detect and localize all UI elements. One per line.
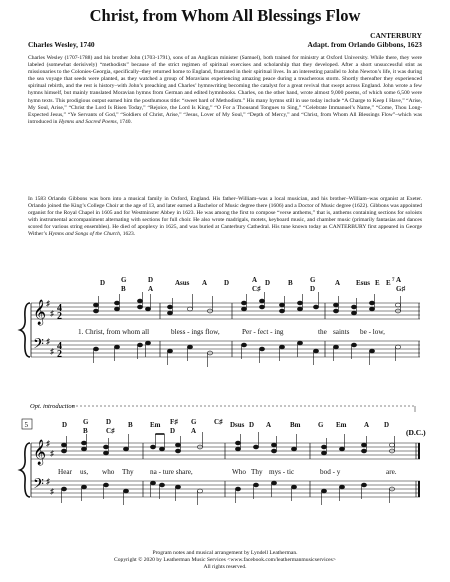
chord-symbol: C♯ <box>214 418 223 426</box>
chord-symbol: D <box>106 418 112 426</box>
brace <box>20 303 30 357</box>
author-credit: Charles Wesley, 1740 <box>28 40 95 49</box>
lyric: Hear <box>58 468 72 476</box>
chord-symbol: Esus <box>356 279 371 287</box>
svg-text:4: 4 <box>57 341 62 352</box>
copyright-line: Copyright © 2020 by Leatherman Music Services <www.facebook.com/leathermanmusicservices> <box>114 557 336 563</box>
chord-symbol: C♯ <box>252 285 261 293</box>
svg-text:♯: ♯ <box>46 477 50 486</box>
chord-symbol: Dsus <box>230 421 245 429</box>
chord-symbol: E <box>386 279 391 287</box>
lyric: us, <box>80 468 89 476</box>
chord-symbol: G <box>310 276 316 284</box>
chord-symbol: D <box>148 276 154 284</box>
notes-text: Charles Wesley (1707-1788) and his brother John (1703-1791), sons of an Anglican minister (Samuel), both trained for ministry at Oxford University. While there, they were labeled (somewhat derisively) “methodists” because of the strict regimen of spiritual exercises and scholarship that they developed. After a short unsuccessful stint as missionaries to the Colonies-Georgia, specifically–they returned home to England, frustrated in their spiritual lives. In an interesting parallel to John Newton’s life, it was during the sea voyage that seeds were planted, as they watched a group of Moravians experiencing amazing peace during a treacherous storm. Shortly thereafter they experienced spiritual rebirth, and the rest is history–with John’s preaching and Charles’ hymnwriting becoming the catalyst for a great revival that swept across England. John wrote a few hymns himself, but mainly translated Moravian hymns from German and edited hymnbooks. Charles, on the other hand, wrote almost 9,000 poems, of which some 6,500 were hymn texts. This prodigious output earned him the posthumous title: “sweet bard of Methodism.” His many hymns still in use today include “A Charge to Keep I Have,” “Arise, My Soul, Arise,” “Christ the Lord Is Risen Today,” “Rejoice, the Lord Is King,” “O For a Thousand Tongues to Sing,” “Celebrate Immanuel’s Name,” “Come, Thou Long-Expected Jesus,” “Ye Servants of God,” “Soldiers of Christ, Arise,” “Jesus, Lover of My Soul,” “Depth of Mercy,” and “Christ, from Whom All Blessings Flow”–which was introduced in <box>28 55 422 125</box>
svg-text:2: 2 <box>57 349 62 360</box>
book-title: Hymns and Songs of the Church <box>48 231 120 238</box>
svg-text:♯: ♯ <box>50 309 54 318</box>
chord-symbol: Em <box>150 421 161 429</box>
lyric: the <box>318 328 327 336</box>
chord-symbol: A <box>252 276 258 284</box>
chord-symbol: B <box>121 285 126 293</box>
chord-symbol: A <box>266 421 272 429</box>
time-signature <box>57 303 62 360</box>
notes-text-end: , 1623. <box>119 231 136 238</box>
chord-symbol: A <box>335 279 341 287</box>
chord-symbol: B <box>128 421 133 429</box>
rights-line: All rights reserved. <box>203 564 247 570</box>
lyric: Thy <box>122 468 134 476</box>
measure-number: 5 <box>24 421 28 429</box>
svg-text:♯: ♯ <box>50 449 54 458</box>
notes-text: In 1583 Orlando Gibbons was born into a musical family in Oxford, England. His father–William–was a local musician, and his brother–William–was organist at Exeter. Orlando joined the King’s College Choir at the age of 13, and later earned a Bachelor of Music degree there (1606) and a Doctor of Music degree (1622). Gibbons was appointed organist for the Royal Chapel in 1605 and for Westminster Abbey in 1623. He was among the first to compose “verse anthems,” that is, anthems containing sections for soloists with instrumental accompaniment alternating with sections for full choir. He also wrote madrigals, motets, keyboard music, and chamber music (primarily fantasias and dances scored for various string ensembles). He died of apoplexy in 1625, and was buried at Canterbury Cathedral. His tune known today as CANTERBURY first appeared in George Wither’s <box>28 196 423 238</box>
chord-symbol: A <box>396 276 402 284</box>
chord-symbol: G <box>318 421 324 429</box>
lyric: na - ture share, <box>150 468 193 476</box>
notes-text-end: , 1740. <box>116 118 132 125</box>
chord-symbol: C♯ <box>106 427 115 435</box>
lyric: bless - ings flow, <box>171 328 220 336</box>
lyrics-line-1 <box>78 328 385 336</box>
bass-clef-icon: 𝄢 <box>33 336 44 355</box>
credit-line: Program notes and musical arrangement by Lyndell Leatherman. <box>152 550 298 556</box>
chord-symbol: D <box>100 279 106 287</box>
lyric: who <box>102 468 115 476</box>
chord-symbol: B <box>83 427 88 435</box>
svg-text:♯: ♯ <box>46 439 50 448</box>
opt-intro-label: Opt. introduction <box>30 403 75 410</box>
lyric: Who <box>232 468 246 476</box>
chord-symbol: A <box>364 421 370 429</box>
chord-symbol: D <box>224 279 230 287</box>
key-signature <box>46 299 54 356</box>
chord-symbol: D <box>384 421 390 429</box>
chord-symbol: A <box>202 279 208 287</box>
chord-symbol: A <box>148 285 154 293</box>
treble-notes <box>93 292 400 315</box>
chord-symbol: 7 <box>392 278 395 283</box>
lyric: mys - tic <box>269 468 295 476</box>
treble-staff <box>31 303 420 319</box>
lyric: saints <box>333 328 350 336</box>
chord-symbol: F♯ <box>170 418 178 426</box>
chord-symbol: D <box>265 279 271 287</box>
chord-symbol: E <box>375 279 380 287</box>
svg-text:2: 2 <box>57 311 62 322</box>
adaptation-credit: Adapt. from Orlando Gibbons, 1623 <box>307 40 422 49</box>
lyric: be - low, <box>360 328 385 336</box>
lyric: are. <box>386 468 397 476</box>
chord-symbol: A <box>191 427 197 435</box>
key-signature <box>46 439 54 496</box>
book-title: Hymns and Sacred Poems <box>58 118 117 125</box>
chord-symbol: G♯ <box>396 285 405 293</box>
treble-clef-icon: 𝄞 <box>33 299 47 324</box>
tune-name: CANTERBURY <box>370 31 422 40</box>
bass-staff <box>31 341 420 357</box>
system-2 <box>20 403 426 505</box>
chord-symbol: G <box>83 418 89 426</box>
chord-symbols <box>62 418 389 435</box>
chord-symbol: G <box>121 276 127 284</box>
lyric: bod - y <box>320 468 341 476</box>
system-1 <box>20 276 420 367</box>
svg-text:♯: ♯ <box>50 487 54 496</box>
treble-notes <box>61 432 394 455</box>
lyric: Per - fect - ing <box>242 328 284 336</box>
dc-marking: (D.C.) <box>406 428 426 437</box>
chord-symbol: D <box>249 421 255 429</box>
copyright-footer <box>0 550 450 571</box>
chord-symbol: G <box>191 418 197 426</box>
lyric: 1. Christ, from whom all <box>78 328 150 336</box>
chord-symbol: Em <box>336 421 347 429</box>
svg-text:♯: ♯ <box>46 337 50 346</box>
treble-clef-icon: 𝄞 <box>33 439 47 464</box>
chord-symbol: D <box>310 285 316 293</box>
chord-symbol: B <box>288 279 293 287</box>
page-title: Christ, from Whom All Blessings Flow <box>89 6 361 25</box>
bass-clef-icon: 𝄢 <box>33 476 44 495</box>
chord-symbol: Bm <box>290 421 301 429</box>
svg-text:♯: ♯ <box>46 299 50 308</box>
lyric: Thy <box>251 468 263 476</box>
svg-text:4: 4 <box>57 303 62 314</box>
brace <box>20 443 30 497</box>
chord-symbol: D <box>170 427 176 435</box>
chord-symbol: Asus <box>175 279 190 287</box>
lyrics-line-2 <box>58 468 397 476</box>
svg-text:♯: ♯ <box>50 347 54 356</box>
chord-symbols <box>100 276 405 293</box>
chord-symbol: D <box>62 421 68 429</box>
